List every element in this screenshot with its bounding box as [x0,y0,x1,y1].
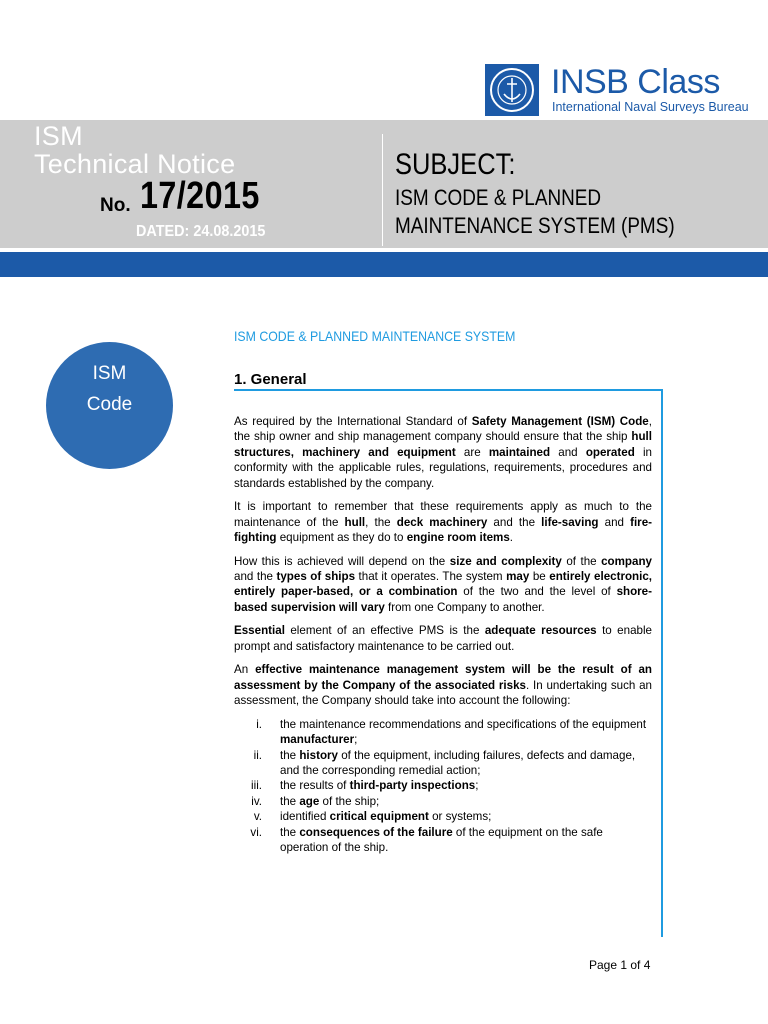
bold-text-run: age [299,794,320,808]
bold-text-run: company [601,554,652,568]
list-item-number: v. [253,810,262,824]
company-name: INSB Class [551,63,720,101]
text-run: the maintenance recommendations and specifications of the equipment [280,717,647,731]
page-number: Page 1 of 4 [589,958,651,972]
bold-text-run: adequate resources [484,624,597,638]
bold-text-run: deck machinery [396,515,488,529]
text-run: and [550,445,586,459]
body-paragraph [234,554,652,616]
text-run: and the [234,570,277,584]
list-item-number: vi. [250,825,262,839]
text-run: An [234,663,256,677]
bold-text-run: entirely electronic, entirely paper-based, or a combination [234,570,653,599]
text-run: the [280,794,300,808]
paragraphs [234,414,652,709]
text-run: of the two and the level of [457,585,617,599]
notice-date: DATED: 24.08.2015 [136,223,266,240]
bold-text-run: critical equipment [329,810,429,824]
text-run: element of an effective PMS is the [284,624,485,638]
text-run: and [598,515,631,529]
list-item [234,717,652,748]
list-item-number: iv. [251,794,262,808]
header-divider [382,134,383,246]
text-run: of the ship; [319,794,380,808]
bold-text-run: shore-based supervision will vary [234,585,652,614]
text-run: , the ship owner and ship management company should ensure that the ship [234,415,652,444]
list-item [234,748,652,779]
general-heading: 1. General [234,371,307,388]
body-paragraph [234,662,652,708]
bold-text-run: consequences of the failure [299,825,453,839]
text-run: that it operates. The system [355,570,507,584]
heading-underline [234,389,663,391]
body-paragraph [234,414,652,491]
header-accent-bar [0,252,768,277]
bold-text-run: manufacturer [280,733,355,747]
bold-text-run: Safety Management (ISM) Code [471,415,649,428]
notice-number: 17/2015 [140,175,260,217]
company-logo-badge [485,64,539,116]
section-heading: ISM CODE & PLANNED MAINTENANCE SYSTEM [234,328,516,344]
bold-text-run: fire-fighting [234,515,652,545]
notice-title: ISM Technical Notice [34,121,236,179]
list-item-number: i. [256,717,262,731]
bold-text-run: third-party inspections [349,779,476,793]
bold-text-run: effective maintenance management system will be the result of an assessment by the Company of the associated risks [234,663,652,692]
text-run: As required by the International Standard of [234,415,472,428]
text-run: ; [354,733,358,747]
list-item [234,778,652,793]
bold-text-run: types of ships [276,570,356,584]
bold-text-run: maintained [488,445,551,459]
text-run: of the equipment, including failures, defects and damage, and the corresponding remedial action; [280,748,636,778]
text-run: the [280,825,300,839]
text-run: How this is achieved will depend on the [234,554,450,568]
ism-code-circle-label: ISM Code [86,363,133,415]
notice-number-label: No. [100,195,131,216]
text-run: of the equipment on the safe operation of the ship. [280,825,603,855]
list-item-number: iii. [251,779,262,793]
considerations-list [234,717,652,856]
text-run: . [509,531,514,545]
text-run: . In undertaking such an assessment, the Company should take into account the following: [234,678,652,708]
text-run: be [529,570,550,584]
document-body [234,414,652,856]
text-run: the results of [280,779,350,793]
text-run: and the [487,515,542,529]
text-run: to enable prompt and satisfactory maintenance to be carried out. [234,624,652,653]
text-run: in conformity with the applicable rules, regulations, requirements, procedures and standards established by the company. [234,445,652,490]
subject-text: ISM CODE & PLANNED MAINTENANCE SYSTEM (PMS) [395,185,675,238]
list-item-number: ii. [253,748,262,762]
insb-seal-icon [485,64,539,116]
list-item [234,794,652,809]
body-paragraph [234,623,652,654]
bold-text-run: hull structures, machinery and equipment [234,430,652,459]
text-run: identified [280,810,330,824]
bold-text-run: Essential [234,624,285,638]
text-run: of the [561,554,602,568]
text-run: the [280,748,300,762]
text-run: ; [475,779,479,793]
list-item [234,809,652,824]
bold-text-run: operated [585,445,635,459]
text-run: from one Company to another. [384,600,545,614]
subject-label: SUBJECT: [395,148,516,181]
bold-text-run: may [506,570,530,584]
bold-text-run: engine room items [406,531,510,545]
text-run: , the [365,515,397,529]
company-subtitle: International Naval Surveys Bureau [552,100,749,114]
bold-text-run: hull [344,515,366,529]
text-run: are [455,445,489,459]
bold-text-run: history [299,748,338,762]
body-paragraph [234,499,652,545]
text-run: It is important to remember that these requirements apply as much to the maintenance of the [234,500,652,529]
content-side-rule [661,389,663,937]
bold-text-run: life-saving [541,515,599,529]
text-run: equipment as they do to [276,531,407,545]
list-item [234,825,652,856]
bold-text-run: size and complexity [449,554,562,568]
text-run: or systems; [428,810,492,824]
